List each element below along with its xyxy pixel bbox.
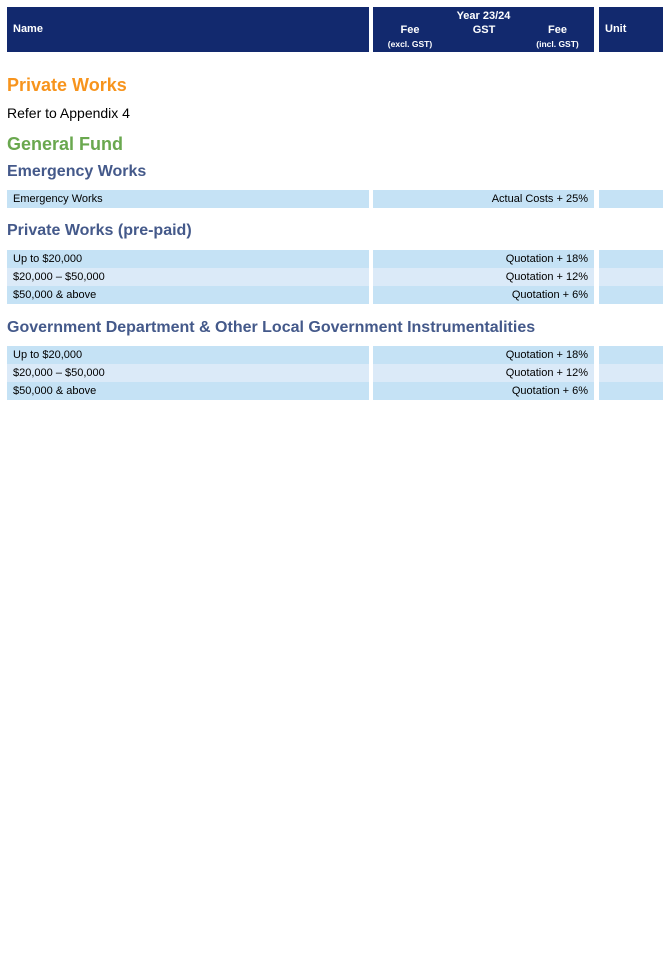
row-unit-cell (599, 286, 663, 304)
row-fee: Quotation + 12% (505, 271, 588, 283)
table-row (0, 346, 670, 364)
row-fee: Quotation + 12% (505, 367, 588, 379)
row-fee-cell (373, 286, 594, 304)
row-name-cell (7, 364, 369, 382)
table-row (0, 190, 670, 208)
row-fee: Quotation + 6% (511, 289, 588, 301)
row-name: Up to $20,000 (13, 253, 83, 265)
header-unit-cell (599, 7, 663, 52)
row-fee-cell (373, 250, 594, 268)
row-fee: Quotation + 6% (511, 385, 588, 397)
header-gst-label: GST (472, 24, 496, 36)
header-fee-excl-sub: (excl. GST) (387, 39, 433, 49)
header-fee-incl-label: Fee (548, 24, 567, 36)
row-name: Up to $20,000 (13, 349, 83, 361)
row-name: $20,000 – $50,000 (13, 271, 105, 283)
header-fee-excl-label: Fee (400, 24, 420, 36)
table-row (0, 286, 670, 304)
row-name: $50,000 & above (13, 385, 97, 397)
row-fee-cell (373, 382, 594, 400)
subsection-title-emergency-works: Emergency Works (7, 163, 147, 180)
table-row (0, 250, 670, 268)
subsection-title-private-works-prepaid: Private Works (pre-paid) (7, 222, 192, 239)
row-name-cell (7, 346, 369, 364)
row-fee: Quotation + 18% (505, 253, 588, 265)
section-title-general-fund: General Fund (7, 134, 124, 154)
row-name-cell (7, 190, 369, 208)
row-name-cell (7, 382, 369, 400)
row-fee: Actual Costs + 25% (491, 193, 588, 205)
header-unit-label: Unit (605, 23, 627, 35)
row-unit-cell (599, 250, 663, 268)
table-row (0, 268, 670, 286)
row-fee: Quotation + 18% (505, 349, 588, 361)
row-fee-cell (373, 268, 594, 286)
row-fee-cell (373, 190, 594, 208)
row-fee-cell (373, 346, 594, 364)
row-unit-cell (599, 346, 663, 364)
section-title-private-works: Private Works (7, 75, 127, 95)
row-unit-cell (599, 364, 663, 382)
header-name-cell (7, 7, 369, 52)
row-unit-cell (599, 382, 663, 400)
row-name: Emergency Works (13, 193, 103, 205)
header-year-label: Year 23/24 (456, 10, 511, 22)
row-name: $50,000 & above (13, 289, 97, 301)
row-unit-cell (599, 190, 663, 208)
row-name-cell (7, 250, 369, 268)
header-name-label: Name (13, 23, 43, 35)
row-name-cell (7, 286, 369, 304)
row-name-cell (7, 268, 369, 286)
row-fee-cell (373, 364, 594, 382)
header-year-cell (373, 7, 594, 52)
table-row (0, 382, 670, 400)
header-fee-incl-sub: (incl. GST) (536, 39, 579, 49)
subsection-title-government: Government Department & Other Local Government Instrumentalities (7, 319, 536, 336)
row-name: $20,000 – $50,000 (13, 367, 105, 379)
private-works-note: Refer to Appendix 4 (7, 105, 130, 121)
row-unit-cell (599, 268, 663, 286)
table-row (0, 364, 670, 382)
